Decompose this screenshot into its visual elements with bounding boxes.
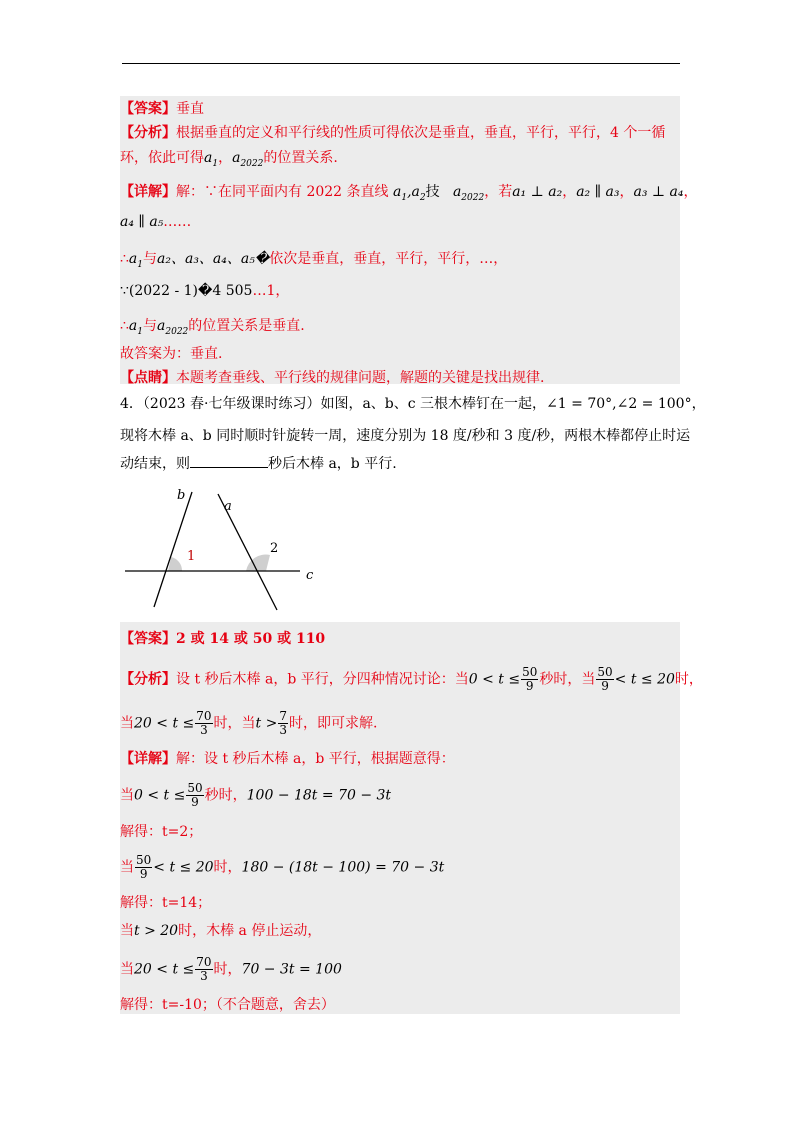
detail-tag: 【详解】	[120, 184, 176, 200]
comment-tag: 【点睛】	[120, 370, 176, 386]
text: 的位置关系.	[263, 150, 338, 166]
text: 当	[120, 715, 134, 732]
text: 解得：t=2；	[120, 824, 203, 840]
numerator: 50	[522, 665, 538, 679]
text: 解：设 t 秒后木棒 a，b 平行，根据题意得：	[176, 751, 455, 767]
denominator: 9	[601, 679, 609, 693]
answer-blank	[190, 455, 268, 468]
text: ，	[619, 184, 634, 200]
denominator: 3	[200, 723, 208, 737]
text: 当	[120, 859, 134, 876]
question-line-3	[120, 453, 397, 473]
text: ，	[562, 184, 577, 200]
text: 如图，a、b、c 三根木棒钉在一起，	[320, 396, 547, 412]
fraction-50-9	[135, 854, 152, 881]
geometry-figure	[120, 485, 330, 615]
case-3-line	[120, 920, 321, 940]
fraction-70-3	[195, 710, 212, 737]
denominator: 9	[525, 679, 534, 693]
text: 环，依此可得	[120, 150, 204, 166]
text: 与	[143, 251, 158, 267]
detail-line-5	[120, 315, 305, 337]
analysis-line	[120, 122, 665, 142]
label-c: c	[306, 568, 314, 583]
math-a2022: $a_{2022}$	[439, 184, 485, 203]
text: 时，木棒 a 停止运动，	[178, 923, 322, 939]
numerator: 7	[279, 709, 287, 723]
text: 当	[120, 961, 134, 978]
math-condition: < t ≤ 20	[153, 859, 214, 876]
detail-line	[120, 181, 697, 203]
denominator: 9	[191, 795, 199, 809]
text: 时，当	[213, 715, 256, 732]
question-line-1	[120, 393, 706, 413]
math-equation: 70 − 3t = 100	[241, 961, 342, 978]
text: 当	[120, 787, 134, 804]
fraction-50-9	[186, 782, 203, 809]
fraction-70-3	[195, 956, 212, 983]
text: ，	[683, 184, 698, 200]
math-condition: t > 20	[134, 923, 179, 939]
text: 现将木棒 a、b 同时顺时针旋转一周，速度分别为 18 度/秒和 3 度/秒，两根木棒都停止时运	[120, 428, 691, 444]
math-list: a₂、a₃、a₄、a₅�	[157, 251, 270, 267]
text: 秒时，	[204, 787, 247, 804]
analysis-tag: 【分析】	[120, 125, 176, 141]
math-subscript: 1	[212, 158, 219, 169]
detail-line-2	[120, 214, 191, 230]
case-4-line	[120, 956, 342, 983]
label-b: b	[177, 488, 186, 503]
case-1-line	[120, 782, 391, 809]
conclusion-line	[120, 343, 222, 363]
text: ，若	[484, 184, 513, 200]
text: 时，	[213, 859, 242, 876]
math-condition: t >	[255, 715, 278, 732]
numerator: 50	[136, 853, 152, 867]
detail-line-3	[120, 248, 507, 270]
math-perp: a₃ ⊥ a₄	[633, 184, 684, 200]
text: 依次是垂直，垂直，平行，平行，…，	[269, 251, 508, 267]
fraction-50-9	[596, 666, 613, 693]
math-a1	[204, 150, 219, 169]
question-source: （2023 春·七年级课时练习）	[142, 396, 321, 412]
text: 时，	[674, 671, 703, 688]
denominator: 3	[200, 969, 208, 983]
answer-tag: 【答案】	[120, 631, 176, 647]
math-equation: 100 − 18t = 70 − 3t	[246, 787, 392, 804]
label-a: a	[224, 499, 232, 514]
answer-block-1	[120, 96, 698, 386]
answer-block-2	[120, 622, 703, 1014]
text: 当	[120, 923, 134, 939]
fraction-50-9	[521, 666, 538, 693]
text: 解：∵在同平面内有 2022 条直线	[176, 184, 389, 200]
text: …1，	[252, 283, 290, 299]
math-perp: a₁ ⊥ a₂	[512, 184, 563, 200]
math-a2022	[232, 150, 264, 169]
math-symbol: a	[232, 150, 241, 166]
text: ∴	[120, 251, 129, 267]
math-angles: ∠1 = 70°,∠2 = 100°，	[546, 396, 706, 412]
text: 故答案为：垂直.	[120, 346, 223, 362]
numerator: 70	[196, 709, 212, 723]
answer-tag: 【答案】	[120, 101, 176, 117]
denominator: 9	[139, 867, 148, 881]
numerator: 50	[187, 781, 203, 795]
text: 的位置关系是垂直.	[188, 318, 305, 334]
math-condition: 20 < t ≤	[134, 961, 195, 978]
math-a1: $a_1$	[128, 251, 144, 270]
detail-line-4	[120, 280, 289, 300]
math-parallel: a₄ ∥ a₅	[120, 214, 164, 230]
detail-tag: 【详解】	[120, 751, 176, 767]
numerator: 70	[196, 955, 212, 969]
analysis-line-2	[120, 147, 338, 169]
label-2: 2	[270, 541, 279, 556]
answer-line	[120, 98, 204, 118]
math-parallel: a₂ ∥ a₃	[576, 184, 620, 200]
math-condition: 0 < t ≤	[134, 787, 186, 804]
analysis-line-2	[120, 710, 377, 737]
text: 技	[425, 184, 440, 200]
question-line-2	[120, 425, 690, 445]
text: 秒时，当	[539, 671, 596, 688]
fraction-7-3	[278, 710, 288, 737]
solution-1	[120, 821, 202, 841]
math-a1: $a_1$	[128, 318, 144, 337]
math-condition: < t ≤ 20	[614, 671, 675, 688]
math-a2022: $a_{2022}$	[157, 318, 189, 337]
math-condition: 0 < t ≤	[468, 671, 521, 688]
math-a1a2: $a_1,a_2$	[388, 184, 426, 203]
text: ∴	[120, 318, 129, 334]
text: 解得：t=-10；（不合题意，舍去）	[120, 997, 335, 1013]
text: 与	[143, 318, 158, 334]
math-equation: 180 − (18t − 100) = 70 − 3t	[241, 859, 445, 876]
solution-3	[120, 994, 335, 1014]
text: ，	[218, 150, 233, 166]
text: 时，	[213, 961, 242, 978]
text: 本题考查垂线、平行线的规律问题，解题的关键是找出规律.	[176, 370, 545, 386]
text: ……	[163, 214, 192, 230]
question-number: 4．	[120, 396, 143, 412]
header-rule	[122, 63, 680, 64]
analysis-tag: 【分析】	[120, 671, 176, 688]
math-condition: 20 < t ≤	[134, 715, 195, 732]
math-subscript: 2022	[240, 158, 264, 169]
text: 解得：t=14；	[120, 895, 212, 911]
solution-2	[120, 892, 211, 912]
text: 动结束，则	[120, 456, 190, 472]
comment-line	[120, 367, 544, 387]
answer-text: 垂直	[176, 101, 204, 117]
text: 秒后木棒 a，b 平行.	[268, 456, 397, 472]
analysis-line	[120, 666, 703, 693]
numerator: 50	[597, 665, 613, 679]
text: 时，即可求解.	[289, 715, 378, 732]
case-2-line	[120, 854, 444, 881]
answer-text: 2 或 14 或 50 或 110	[176, 631, 326, 647]
detail-line	[120, 748, 455, 768]
denominator: 3	[279, 723, 287, 737]
text: 设 t 秒后木棒 a，b 平行，分四种情况讨论：当	[176, 671, 469, 688]
label-1: 1	[187, 549, 196, 564]
answer-line	[120, 628, 325, 648]
math-division: ∵(2022 - 1)�4 505	[120, 283, 253, 299]
analysis-text: 根据垂直的定义和平行线的性质可得依次是垂直，垂直，平行，平行，4 个一循	[176, 125, 666, 141]
math-symbol: a	[204, 150, 213, 166]
